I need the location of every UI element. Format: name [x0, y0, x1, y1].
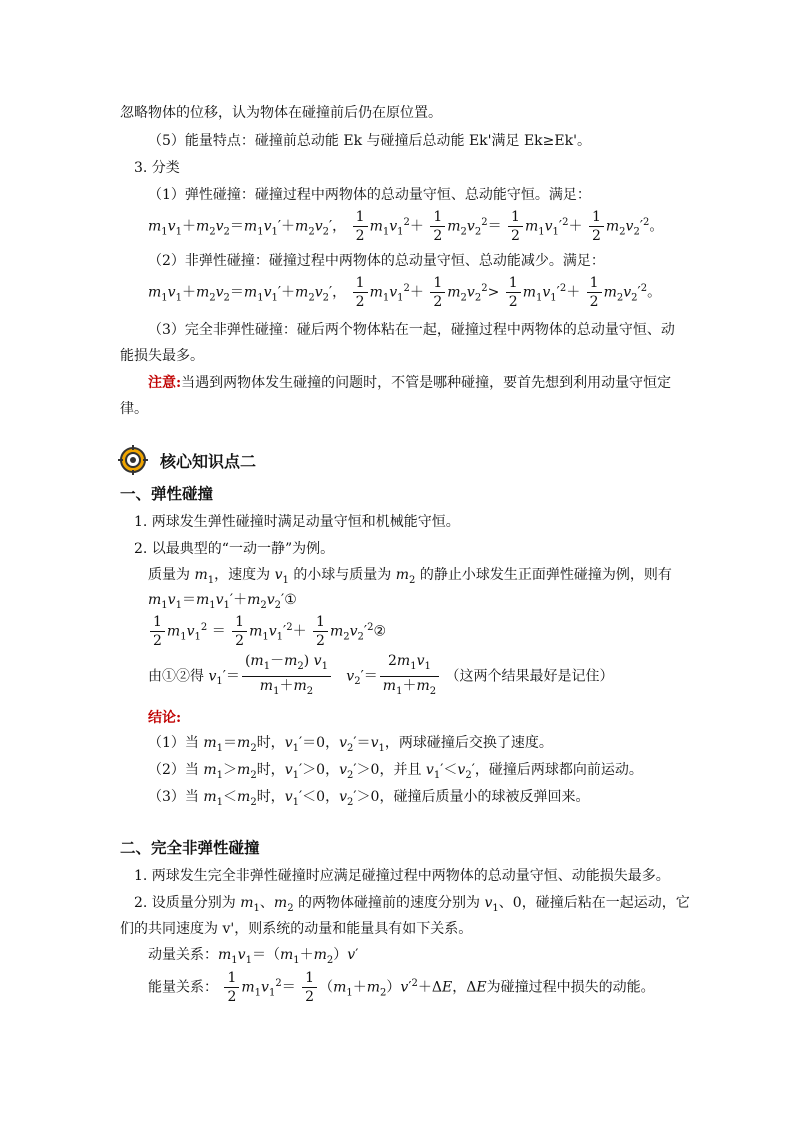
- text: 的小球与质量为: [293, 567, 392, 583]
- note-text: 当遇到两物体发生碰撞的问题时，不管是哪种碰撞，要首先想到利用动量守恒定: [181, 375, 672, 391]
- momentum-eq: $m_1v_1=m_1v_1'+m_2v_2'①$: [148, 592, 297, 611]
- text: （这两个结果最好是记住）: [445, 668, 614, 685]
- text: ，两球碰撞后交换了速度。: [384, 735, 553, 751]
- text-line: 1. 两球发生弹性碰撞时满足动量守恒和机械能守恒。: [134, 514, 460, 530]
- text: 能量关系：: [148, 979, 218, 996]
- momentum-relation: 动量关系：$m_1v_1=(m_1+m_2)v'$: [148, 947, 359, 966]
- inelastic-formula: $m_1v_1+m_2v_2=m_1v_1'+m_2v_2'$， $\frac{1}{2}$ $m_1v_1^2+$ $\frac{1}{2}$ $m_2v_2^2>$ $\frac{1}{2}$ $m_1v_1'^2+$ $\frac{1}{2}$ $m_2v_2'^2$。: [148, 275, 662, 311]
- section-heading: 核心知识点二: [160, 452, 257, 471]
- text: 质量为: [148, 567, 190, 583]
- text-line: 2. 以最典型的“一动一静”为例。: [134, 541, 335, 557]
- elastic-formula: $m_1v_1+m_2v_2=m_1v_1'+m_2v_2'$， $\frac{1}{2}$ $m_1v_1^2+$ $\frac{1}{2}$ $m_2v_2^2=$ $\frac{1}{2}$ $m_1v_1'^2+$ $\frac{1}{2}$ $m_2v_2'^2$。: [148, 209, 664, 245]
- section-title: 一、弹性碰撞: [120, 485, 214, 503]
- text: ，碰撞后质量小的球被反弹回来。: [379, 789, 590, 805]
- text-line: 1. 两球发生完全非弹性碰撞时应满足碰撞过程中两物体的总动量守恒、动能损失最多。: [134, 868, 670, 884]
- text-line: （5）能量特点：碰撞前总动能 Ek 与碰撞后总动能 Ek'满足 Ek≥Ek'。: [148, 133, 591, 149]
- text: ，速度为: [214, 567, 271, 583]
- text: ，并且: [379, 762, 422, 778]
- text-line: （1）弹性碰撞：碰撞过程中两物体的总动量守恒、总动能守恒。满足：: [148, 187, 591, 203]
- text: （2）当: [148, 762, 199, 778]
- text: ，碰撞后粘在一起运动，它: [521, 895, 690, 911]
- text: 的两物体碰撞前的速度分别为: [298, 895, 481, 911]
- text-line: （3）完全非弹性碰撞：碰后两个物体粘在一起，碰撞过程中两物体的总动量守恒、动: [148, 322, 675, 338]
- text: 时，: [256, 735, 285, 751]
- text-line: 们的共同速度为 v'，则系统的动量和能量具有如下关系。: [120, 921, 473, 937]
- text-line: 2. 设质量分别为 $m_1$、$m_2$ 的两物体碰撞前的速度分别为 $v_1$、0，碰撞后粘在一起运动，它: [134, 895, 690, 914]
- result-eq: 由①②得 $v_1'=$ $\frac{(m_1-m_2) v_1}{m_1+m_2}$ $v_2'=$ $\frac{2m_1v_1}{m_1+m_2}$ （这两个结果最好是记住）: [148, 653, 614, 697]
- text-line: 律。: [120, 401, 148, 417]
- text-line: 质量为 $m_1$，速度为 $v_1$ 的小球与质量为 $m_2$ 的静止小球发生正面弹性碰撞为例，则有: [148, 567, 672, 586]
- text: ，碰撞后两球都向前运动。: [474, 762, 643, 778]
- conclusion-1: （1）当 $m_1=m_2$时，$v_1'=0$，$v_2'=v_1$，两球碰撞后交换了速度。: [148, 735, 553, 754]
- energy-eq: $\frac{1}{2}$ $m_1v_1^2$ ＝ $\frac{1}{2}$ $m_1v_1'^2+$ $\frac{1}{2}$ $m_2v_2'^2②$: [148, 608, 386, 657]
- conclusion-label: 结论:: [148, 710, 182, 726]
- text-line: 能损失最多。: [120, 348, 204, 364]
- conclusion-3: （3）当 $m_1<m_2$时，$v_1'<0$，$v_2'>0$，碰撞后质量小的球被反弹回来。: [148, 789, 590, 808]
- text: （3）当: [148, 789, 199, 805]
- conclusion-2: （2）当 $m_1>m_2$时，$v_1'>0$，$v_2'>0$，并且 $v_1'<v_2'$，碰撞后两球都向前运动。: [148, 762, 643, 781]
- text: 动量关系：: [148, 947, 218, 963]
- text: 为碰撞过程中损失的动能。: [486, 979, 655, 996]
- target-icon: [118, 445, 148, 475]
- note-line: [148, 373, 671, 393]
- text: 2. 设质量分别为: [134, 895, 236, 911]
- section-title: 二、完全非弹性碰撞: [120, 839, 260, 857]
- energy-relation: 能量关系： $\frac{1}{2}$ $m_1v_1^2=$ $\frac{1}{2}$ $(m_1+m_2)v'^2+\Delta E$，ΔE为碰撞过程中损失的动能。: [148, 970, 655, 1006]
- text-line: （2）非弹性碰撞：碰撞过程中两物体的总动量守恒、总动能减少。满足：: [148, 253, 605, 269]
- note-label: 注意:: [148, 375, 182, 391]
- text: 的静止小球发生正面弹性碰撞为例，则有: [419, 567, 672, 583]
- text: 时，: [256, 789, 285, 805]
- text-line: 忽略物体的位移，认为物体在碰撞前后仍在原位置。: [120, 105, 442, 121]
- text: 由①②得: [148, 668, 204, 685]
- text: （1）当: [148, 735, 199, 751]
- text: 时，: [256, 762, 285, 778]
- text-line: 3. 分类: [134, 160, 180, 176]
